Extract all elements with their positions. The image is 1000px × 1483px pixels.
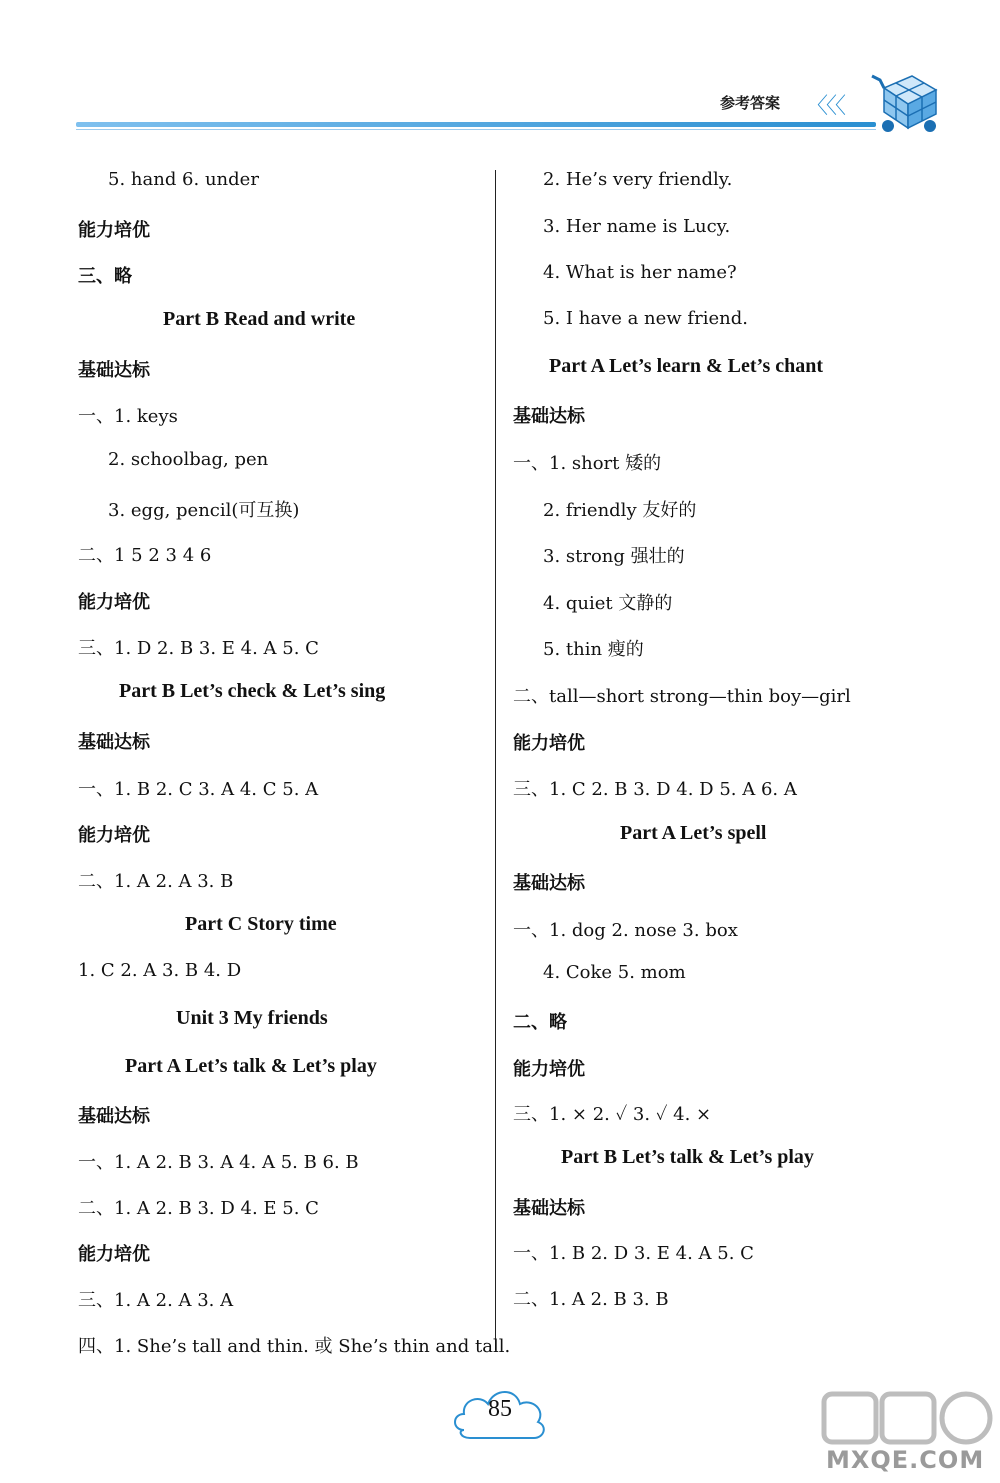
answer-line: 一、1. short 矮的 — [513, 453, 662, 474]
cube-cart-icon — [866, 70, 950, 136]
answer-line: 3. egg, pencil(可互换) — [108, 500, 300, 521]
category-label: 能力培优 — [78, 1244, 150, 1265]
answer-line: 4. What is her name? — [543, 262, 737, 283]
answer-line: 一、1. B 2. D 3. E 4. A 5. C — [513, 1243, 754, 1264]
category-label: 基础达标 — [513, 873, 585, 894]
section-heading: Part A Let’s talk & Let’s play — [125, 1055, 377, 1077]
answer-line: 4. quiet 文静的 — [543, 593, 673, 614]
category-label: 能力培优 — [78, 220, 150, 241]
category-label: 基础达标 — [78, 732, 150, 753]
answer-line: 三、1. × 2. ✓ 3. ✓ 4. × — [513, 1104, 712, 1125]
category-label: 能力培优 — [513, 1059, 585, 1080]
category-label: 三、略 — [78, 266, 132, 287]
section-heading: Part A Let’s spell — [620, 822, 767, 844]
answer-line: 一、1. A 2. B 3. A 4. A 5. B 6. B — [78, 1152, 359, 1173]
answer-line: 二、1 5 2 3 4 6 — [78, 545, 212, 566]
header-title: 参考答案 — [720, 94, 781, 112]
answer-line: 二、tall—short strong—thin boy—girl — [513, 686, 851, 707]
answer-line: 1. C 2. A 3. B 4. D — [78, 960, 242, 981]
header-rule — [76, 122, 876, 127]
answer-line: 二、1. A 2. B 3. B — [513, 1289, 669, 1310]
section-heading: Part B Read and write — [163, 308, 356, 330]
page-number: 85 — [488, 1396, 512, 1422]
category-label: 基础达标 — [513, 406, 585, 427]
column-divider — [495, 170, 496, 1350]
category-label: 能力培优 — [513, 733, 585, 754]
answer-line: 5. I have a new friend. — [543, 308, 748, 329]
answer-line: 4. Coke 5. mom — [543, 962, 686, 983]
answer-line: 2. He’s very friendly. — [543, 169, 733, 190]
category-label: 能力培优 — [78, 592, 150, 613]
answer-line: 2. friendly 友好的 — [543, 500, 697, 521]
answer-line: 一、1. dog 2. nose 3. box — [513, 920, 738, 941]
section-heading: Unit 3 My friends — [176, 1007, 328, 1029]
answer-line: 一、1. B 2. C 3. A 4. C 5. A — [78, 779, 319, 800]
answer-line: 三、1. C 2. B 3. D 4. D 5. A 6. A — [513, 779, 797, 800]
watermark-text: MXQE.COM — [826, 1446, 985, 1474]
category-label: 二、略 — [513, 1012, 567, 1033]
section-heading: Part C Story time — [185, 913, 337, 935]
section-heading: Part B Let’s check & Let’s sing — [119, 680, 386, 702]
answer-line: 四、1. She’s tall and thin. 或 She’s thin and tall. — [78, 1336, 511, 1357]
answer-line: 3. Her name is Lucy. — [543, 216, 731, 237]
section-heading: Part A Let’s learn & Let’s chant — [549, 355, 824, 377]
answer-line: 3. strong 强壮的 — [543, 546, 685, 567]
section-heading: Part B Let’s talk & Let’s play — [561, 1146, 814, 1168]
answer-line: 一、1. keys — [78, 406, 178, 427]
answer-line: 5. thin 瘦的 — [543, 639, 644, 660]
category-label: 基础达标 — [78, 360, 150, 381]
category-label: 能力培优 — [78, 825, 150, 846]
chevrons-icon: 〈〈〈 — [806, 94, 845, 119]
answer-line: 2. schoolbag, pen — [108, 449, 269, 470]
category-label: 基础达标 — [78, 1106, 150, 1127]
header-rule-thin — [76, 129, 876, 130]
answer-line: 二、1. A 2. A 3. B — [78, 871, 234, 892]
category-label: 基础达标 — [513, 1198, 585, 1219]
answer-line: 三、1. D 2. B 3. E 4. A 5. C — [78, 638, 319, 659]
answer-line: 二、1. A 2. B 3. D 4. E 5. C — [78, 1198, 319, 1219]
answer-line: 5. hand 6. under — [108, 169, 259, 190]
answer-line: 三、1. A 2. A 3. A — [78, 1290, 234, 1311]
